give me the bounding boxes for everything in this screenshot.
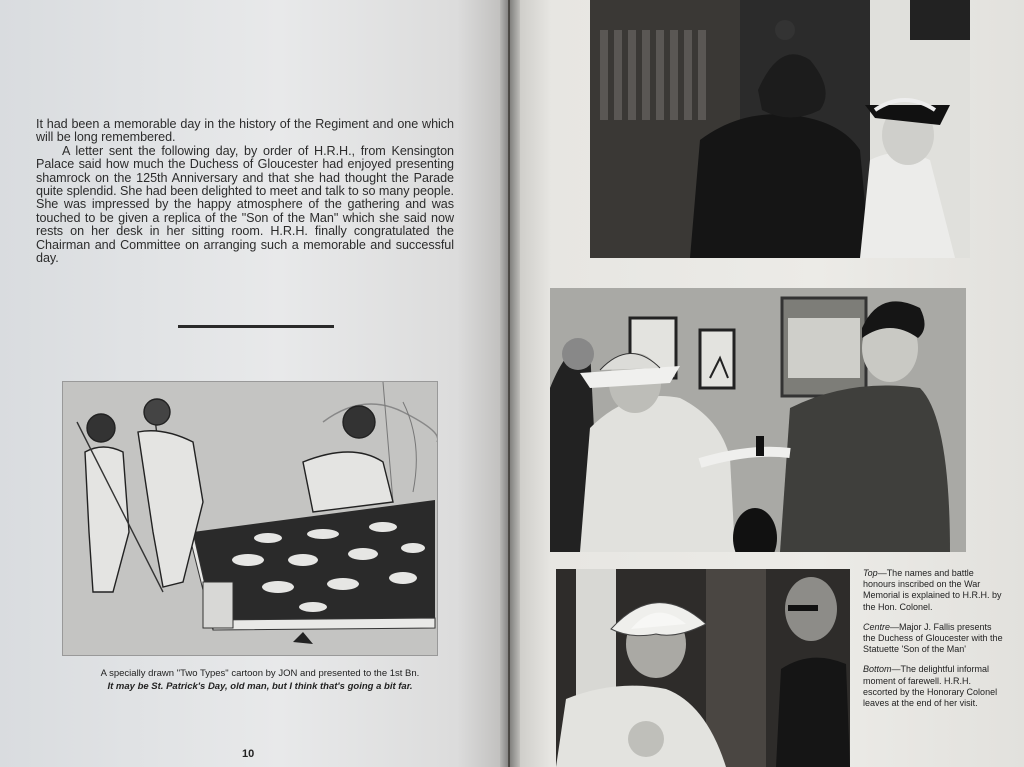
photo-top — [590, 0, 970, 258]
caption-centre-text: —Major J. Fallis presents the Duchess of Gloucester with the Statuette 'Son of the Man' — [863, 621, 1003, 655]
photo-captions — [863, 568, 1003, 718]
section-divider — [178, 325, 334, 328]
book-gutter — [500, 0, 520, 767]
caption-bottom-lead: Bottom — [863, 664, 892, 675]
photo-bottom — [556, 569, 850, 767]
paragraph-2: A letter sent the following day, by order of H.R.H., from Kensington Palace said how much the Duchess of Gloucester had enjoyed presenting shamrock on the 125th Anniversary and that she had thought the Parade quite splendid. She had been delighted to meet and talk to so many people. She was impressed by the happy atmosphere of the gathering and was touched to be given a replica of the "Son of the Man" which she said now rests on her desk in her sitting room. H.R.H. finally congratulated the Chairman and Committee on arranging such a memorable and successful day. — [36, 143, 454, 266]
caption-centre-lead: Centre — [863, 621, 891, 632]
cartoon-caption-line-1: A specially drawn "Two Types" cartoon by JON and presented to the 1st Bn. — [100, 668, 420, 679]
page-number: 10 — [242, 748, 255, 760]
caption-top — [863, 568, 1003, 613]
caption-centre — [863, 622, 1003, 656]
caption-bottom — [863, 664, 1003, 709]
caption-top-text: —The names and battle honours inscribed on the War Memorial is explained to H.R.H. by the Hon. Colonel. — [863, 568, 1002, 612]
cartoon-illustration — [62, 381, 438, 656]
paragraph-1: It had been a memorable day in the history of the Regiment and one which will be long remembered. — [36, 117, 454, 145]
article-body — [36, 118, 454, 265]
caption-bottom-text: —The delightful informal moment of farewell. H.R.H. escorted by the Honorary Colonel leaves at the end of her visit. — [863, 664, 998, 709]
cartoon-caption — [40, 667, 480, 693]
caption-top-lead: Top — [863, 568, 878, 578]
cartoon-caption-quote: It may be St. Patrick's Day, old man, but I think that's going a bit far. — [107, 681, 413, 692]
photo-centre — [550, 288, 966, 552]
